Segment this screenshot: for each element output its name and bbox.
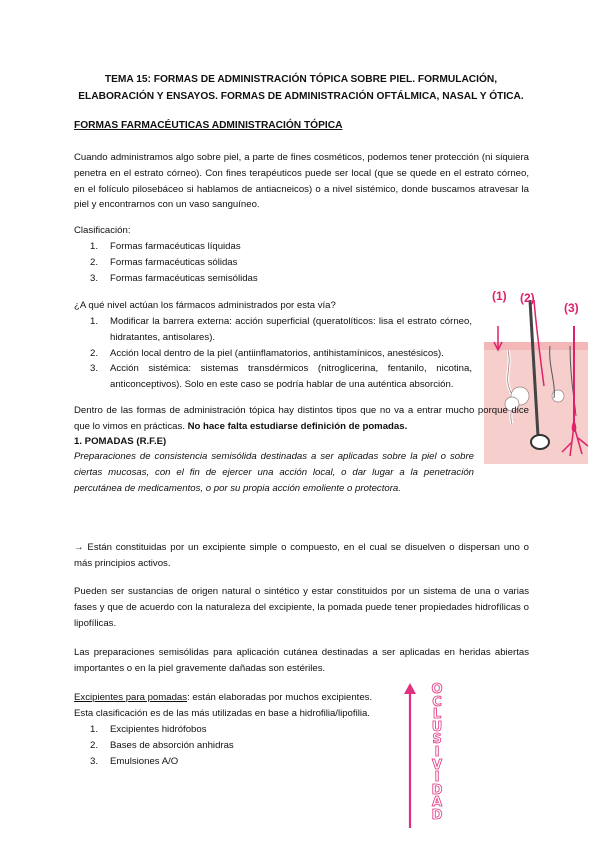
nivel-question: ¿A qué nivel actúan los fármacos administrados por esta vía? xyxy=(74,300,336,311)
page-title: TEMA 15: FORMAS DE ADMINISTRACIÓN TÓPICA SOBRE PIEL. FORMULACIÓN, ELABORACIÓN Y ENSAYOS. FORMAS DE ADMINISTRACIÓN OFTÁLMICA, NASAL Y ÓTICA. xyxy=(78,74,524,102)
formas-text: Dentro de las formas de administración tópica hay distintos tipos que no va a entrar mucho porque dice que lo vimos en prácticas. xyxy=(74,405,529,432)
list-item: 3. Formas farmacéuticas semisólidas xyxy=(90,272,258,284)
list-item: 2. Bases de absorción anhidras xyxy=(90,739,234,751)
pomadas-definition: Preparaciones de consistencia semisólida destinadas a ser aplicadas sobre la piel o sobre ciertas mucosas, con el fin de ejercer una acción local, o dar lugar a la penetración percutánea de medicamentos, o por su propia acción emoliente o protectora. xyxy=(74,451,474,494)
oclusividad-letter: V xyxy=(431,757,443,773)
list-item: 3. Emulsiones A/O xyxy=(90,755,179,767)
excipientes-label: Excipientes para pomadas xyxy=(74,692,188,703)
list-item: 1. Modificar la barrera externa: acción superficial (queratolíticos: lisa el estrato córneo, hidratantes, antisolares). xyxy=(90,316,472,343)
list-item: 3. Acción sistémica: sistemas transdérmicos (nitroglicerina, fentanilo, nicotina, anticonceptivos). Solo en este caso se podría hablar de una auténtica absorción. xyxy=(90,363,472,391)
pomadas-constituidas: → Están constituidas por un excipiente simple o compuesto, en el cual se disuelven o dispersan uno o más principios activos. xyxy=(74,542,529,569)
oclusividad-letter: I xyxy=(434,744,440,760)
oclusividad-letter: A xyxy=(431,795,443,811)
oclusividad-word xyxy=(428,684,446,823)
excipientes-line2: Esta clasificación es de las más utilizadas en base a hidrofilia/lipofilia. xyxy=(74,708,370,719)
oclusividad-letter: D xyxy=(431,807,443,823)
pomadas-sustancias: Pueden ser sustancias de origen natural o sintético y estar constituidos por un sistema de una o varias fases y que de acuerdo con la naturaleza del excipiente, la pomada puede tener propiedades hidrofílicas o lipofílicas. xyxy=(74,586,529,629)
excipientes-label-rest: : están elaboradas por muchos excipientes. xyxy=(187,692,373,703)
skin-diagram xyxy=(478,286,590,468)
list-item: 2. Acción local dentro de la piel (antiinflamatorios, antihistamínicos, anestésicos). xyxy=(90,347,444,359)
clasificacion-label: Clasificación: xyxy=(74,225,131,236)
up-arrow-head xyxy=(404,683,416,694)
hair-bulb xyxy=(531,435,549,449)
list-item: 2. Formas farmacéuticas sólidas xyxy=(90,256,238,268)
list-item: 1. Excipientes hidrófobos xyxy=(90,724,207,735)
label-2: (2) xyxy=(520,291,535,305)
label-3: (3) xyxy=(564,301,579,315)
oclusividad-letter: L xyxy=(432,707,442,723)
section-heading: FORMAS FARMACÉUTICAS ADMINISTRACIÓN TÓPICA xyxy=(74,120,343,131)
oclusividad-letter: I xyxy=(434,770,440,786)
list-item: 1. Formas farmacéuticas líquidas xyxy=(90,241,241,252)
excipientes-list xyxy=(74,722,374,769)
oclusividad-letter: D xyxy=(431,782,443,798)
formas-paragraph xyxy=(74,403,529,435)
oclusividad-letter: U xyxy=(431,719,443,735)
oclusividad-letter: C xyxy=(432,694,442,710)
pomadas-heading: 1. POMADAS (R.F.E) xyxy=(74,436,167,447)
formas-bold-text: No hace falta estudiarse definición de pomadas. xyxy=(187,420,408,432)
label-1: (1) xyxy=(492,289,507,303)
oclusividad-letter: O xyxy=(431,682,443,697)
oclusividad-letter: S xyxy=(432,732,442,748)
excipientes-line1 xyxy=(74,690,414,706)
pomadas-esteriles: Las preparaciones semisólidas para aplicación cutánea destinadas a ser aplicadas en heridas abiertas importantes o en la piel gravemente dañadas son estériles. xyxy=(74,647,529,674)
up-arrow xyxy=(403,682,417,830)
nivel-list xyxy=(74,314,472,393)
intro-paragraph: Cuando administramos algo sobre piel, a parte de fines cosméticos, podemos tener protección (ni siquiera penetra en el estrato córneo). Con fines terapéuticos puede ser local (que se quede en el estrato córneo, en el folículo pilosebáceo si hablamos de antiacneicos) o a nivel sistémico, donde buscamos atravesar la piel y encontrarnos con un vaso sanguíneo. xyxy=(74,152,529,211)
clasificacion-list xyxy=(74,239,374,286)
